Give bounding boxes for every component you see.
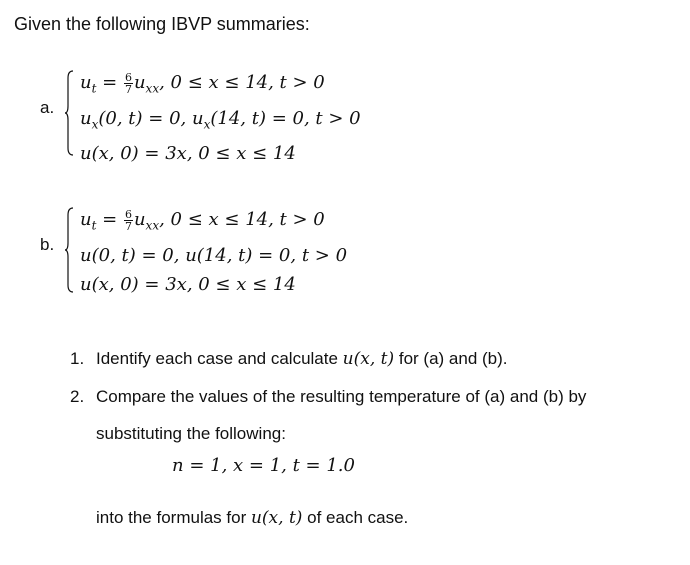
boundary-conditions: [80, 104, 361, 140]
substitution-text: n = 1, x = 1, t = 1.0: [172, 455, 355, 476]
task-text: Identify each case and calculate: [96, 349, 343, 368]
pde-domain: , 0 ≤ x ≤ 14, t > 0: [159, 209, 325, 230]
equals-sign: =: [96, 209, 123, 230]
pde-rhs-subscript: xx: [145, 81, 160, 96]
pde-lhs: u: [80, 72, 92, 93]
intro-heading: Given the following IBVP summaries:: [14, 14, 310, 34]
pde-lhs-subscript: t: [91, 218, 97, 233]
pde-lhs-subscript: t: [91, 81, 97, 96]
problem-label: a.: [40, 98, 55, 117]
closing-text-end: of each case.: [302, 508, 409, 527]
pde-domain: , 0 ≤ x ≤ 14, t > 0: [159, 72, 325, 93]
bc-u: u: [80, 107, 92, 129]
fraction-denominator: 7: [124, 219, 132, 233]
closing-text: [96, 508, 408, 528]
task-list: [70, 340, 586, 452]
task-text-continued: substituting the following:: [96, 424, 286, 443]
task-math: u(x, t): [342, 349, 395, 369]
coefficient-fraction: [124, 209, 133, 232]
pde-rhs: u: [133, 72, 146, 93]
task-item-continuation: [70, 415, 586, 452]
task-number: 2.: [70, 387, 85, 406]
coefficient-fraction: [124, 72, 133, 95]
pde-lhs: u: [80, 209, 92, 230]
task-text-end: for (a) and (b).: [394, 349, 508, 368]
fraction-denominator: 7: [124, 82, 132, 96]
problem-label: b.: [40, 235, 55, 254]
equation-system: [80, 68, 361, 168]
task-item: [70, 378, 586, 415]
bc-subscript: x: [91, 117, 99, 132]
left-brace-icon: [64, 207, 74, 293]
equals-sign: =: [96, 72, 123, 93]
left-brace-icon: [64, 70, 74, 156]
equation-system: [80, 205, 347, 299]
initial-condition: u(x, 0) = 3x, 0 ≤ x ≤ 14: [80, 273, 296, 295]
bc-left: (0, t) = 0, u: [98, 107, 204, 129]
task-text: Compare the values of the resulting temperature of (a) and (b) by: [96, 387, 587, 406]
pde-equation: [80, 68, 361, 104]
pde-rhs-subscript: xx: [145, 218, 160, 233]
task-item: [70, 340, 586, 378]
pde-rhs: u: [133, 209, 146, 230]
bc-right: (14, t) = 0, t > 0: [210, 107, 361, 129]
boundary-conditions: u(0, t) = 0, u(14, t) = 0, t > 0: [80, 244, 348, 266]
closing-text-start: into the formulas for: [96, 508, 251, 527]
pde-equation: [80, 205, 347, 241]
substitution-values: [172, 455, 355, 476]
fraction-numerator: 6: [124, 70, 132, 84]
fraction-numerator: 6: [124, 207, 132, 221]
task-number: 1.: [70, 349, 85, 368]
bc-subscript-2: x: [203, 117, 211, 132]
closing-math: u(x, t): [250, 508, 303, 528]
initial-condition: u(x, 0) = 3x, 0 ≤ x ≤ 14: [80, 143, 296, 165]
